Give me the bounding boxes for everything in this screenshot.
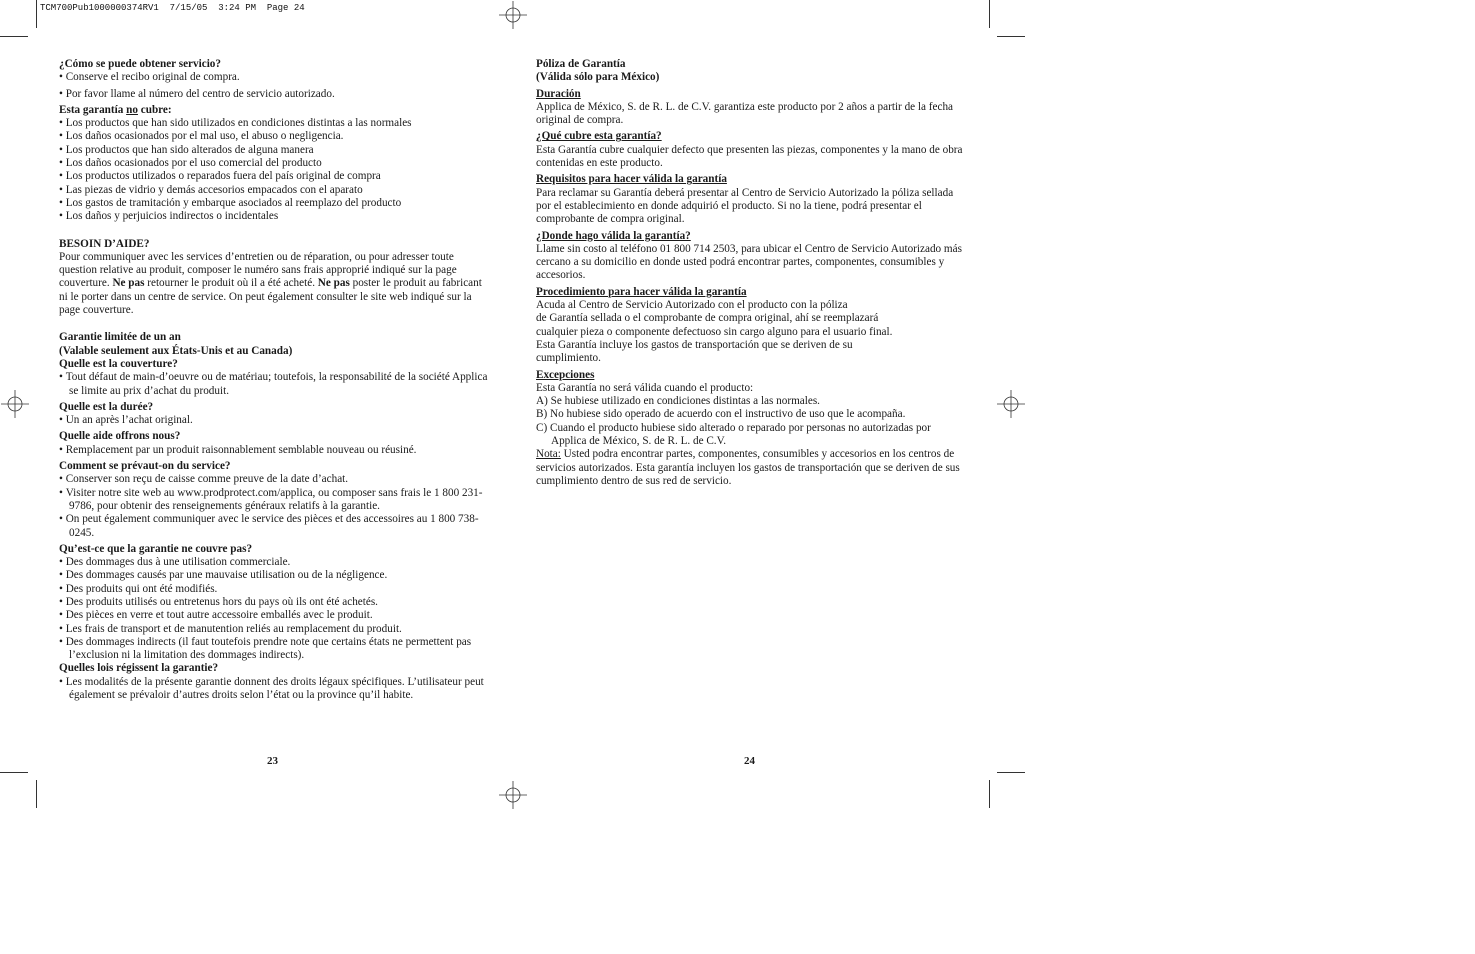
list-item: • Tout défaut de main-d’oeuvre ou de matériau; toutefois, la responsabilité de la société Applica se limite au prix d’achat du produit.	[59, 371, 489, 398]
paragraph-line: de Garantía sellada o el comprobante de compra original, ahí se reemplazará	[536, 312, 879, 325]
crop-mark	[0, 36, 28, 37]
list-item: • On peut également communiquer avec le service des pièces et des accessoires au 1 800 738-0245.	[59, 513, 489, 540]
list-item: • Los daños ocasionados por el uso comercial del producto	[59, 157, 489, 170]
note-paragraph: Nota: Usted podra encontrar partes, componentes, consumibles y accesorios en los centros de servicios autorizados. Esta garantía incluyen los gastos de transportación que se deriven de sus cumplimiento dentro de sus red de servicio.	[536, 448, 960, 487]
registration-mark-icon	[499, 781, 527, 809]
list-item: • Conserver son reçu de caisse comme preuve de la date d’achat.	[59, 473, 489, 486]
paragraph: Applica de México, S. de R. L. de C.V. garantiza este producto por 2 años a partir de la fecha original de compra.	[536, 100, 954, 127]
section-heading: ¿Donde hago válida la garantía?	[536, 229, 691, 242]
paragraph: Esta Garantía no será válida cuando el producto:	[536, 381, 754, 394]
list-item: B) No hubiese sido operado de acuerdo con el instructivo de uso que le acompaña.	[536, 408, 906, 421]
paragraph-line: cumplimiento.	[536, 352, 601, 365]
registration-mark-icon	[997, 390, 1025, 418]
page-number: 24	[744, 755, 755, 767]
question-heading: Qu’est-ce que la garantie ne couvre pas?	[59, 542, 253, 555]
list-item: • Des pièces en verre et tout autre accessoire emballés avec le produit.	[59, 609, 489, 622]
paragraph: Esta Garantía cubre cualquier defecto que presenten las piezas, componentes y la mano de obra contenidas en este producto.	[536, 143, 963, 170]
list-item: • Des dommages dus à une utilisation commerciale.	[59, 556, 489, 569]
section-heading: Requisitos para hacer válida la garantía	[536, 173, 727, 186]
list-item: • Los productos que han sido utilizados en condiciones distintas a las normales	[59, 117, 489, 130]
registration-mark-icon	[1, 390, 29, 418]
section-heading: Excepciones	[536, 368, 595, 381]
slug-line: TCM700Pub1000000374RV1 7/15/05 3:24 PM Page 24	[40, 3, 305, 13]
list-item: • Los daños ocasionados por el mal uso, el abuso o negligencia.	[59, 130, 489, 143]
section-heading: Esta garantía no cubre:	[59, 103, 172, 116]
page-title: Póliza de Garantía	[536, 58, 626, 70]
list-item: • Les frais de transport et de manutention reliés au remplacement du produit.	[59, 623, 489, 636]
list-item: • Conserve el recibo original de compra.	[59, 71, 489, 84]
paragraph: Para reclamar su Garantía deberá presentar al Centro de Servicio Autorizado la póliza sellada por el establecimiento en donde adquirió el producto. Si no la tiene, podrá presentar el comprobante de compra original.	[536, 186, 954, 226]
section-heading: Duración	[536, 87, 581, 100]
page-subtitle: (Válida sólo para México)	[536, 71, 660, 84]
registration-mark-icon	[499, 1, 527, 29]
section-heading: BESOIN D’AIDE?	[59, 237, 150, 250]
paragraph-line: cualquier pieza o componente defectuoso sin cargo alguno para el usuario final.	[536, 325, 893, 338]
crop-mark	[997, 36, 1025, 37]
crop-mark	[989, 0, 990, 28]
list-item: • Los gastos de tramitación y embarque asociados al reemplazo del producto	[59, 197, 489, 210]
right-page-column	[536, 58, 966, 488]
paragraph: Llame sin costo al teléfono 01 800 714 2503, para ubicar el Centro de Servicio Autorizado más cercano a su domicilio en donde usted podrá encontrar partes, componentes, consumibles y accesorios.	[536, 242, 962, 282]
list-item: C) Cuando el producto hubiese sido alterado o reparado por personas no autorizadas por Applica de México, S. de R. L. de C.V.	[536, 421, 931, 448]
question-heading: Quelle est la durée?	[59, 400, 154, 413]
section-heading: ¿Cómo se puede obtener servicio?	[59, 58, 221, 70]
question-heading: Quelle aide offrons nous?	[59, 430, 181, 443]
section-subheading: (Valable seulement aux États-Unis et au Canada)	[59, 344, 293, 357]
paragraph-line: Esta Garantía incluye los gastos de transportación que se deriven de su	[536, 338, 853, 351]
list-item: • Los productos que han sido alterados de alguna manera	[59, 144, 489, 157]
paragraph-line: Acuda al Centro de Servicio Autorizado con el producto con la póliza	[536, 299, 848, 312]
list-item: • Remplacement par un produit raisonnablement semblable nouveau ou réusiné.	[59, 444, 489, 457]
list-item: A) Se hubiese utilizado en condiciones distintas a las normales.	[536, 395, 820, 408]
section-heading: Procedimiento para hacer válida la garantía	[536, 285, 747, 298]
crop-mark	[36, 780, 37, 808]
crop-mark	[0, 772, 28, 773]
list-item: • Des produits utilisés ou entretenus hors du pays où ils ont été achetés.	[59, 596, 489, 609]
list-item: • Los productos utilizados o reparados fuera del país original de compra	[59, 170, 489, 183]
page-number: 23	[267, 755, 278, 767]
list-item: • Los daños y perjuicios indirectos o incidentales	[59, 210, 489, 223]
question-heading: Comment se prévaut-on du service?	[59, 460, 231, 473]
list-item: • Les modalités de la présente garantie donnent des droits légaux spécifiques. L’utilisateur peut également se prévaloir d’autres droits selon l’état ou la province qu’il habite.	[59, 676, 489, 703]
crop-mark	[997, 772, 1025, 773]
list-item: • Des produits qui ont été modifiés.	[59, 583, 489, 596]
list-item: • Por favor llame al número del centro de servicio autorizado.	[59, 88, 489, 101]
list-item: • Des dommages indirects (il faut toutefois prendre note que certains états ne permettent pas l’exclusion ni la limitation des dommages indirects).	[59, 636, 489, 663]
question-heading: Quelles lois régissent la garantie?	[59, 662, 219, 675]
paragraph: Pour communiquer avec les services d’entretien ou de réparation, ou pour adresser toute question relative au produit, composer le numéro sans frais approprié indiqué sur la page couverture. Ne pas retourner le produit où il a été acheté. Ne pas poster le produit au fabricant ni le porter dans un centre de service. On peut également consulter le site web indiqué sur la page couverture.	[59, 250, 482, 317]
list-item: • Un an après l’achat original.	[59, 414, 489, 427]
section-heading: Garantie limitée de un an	[59, 331, 181, 344]
list-item: • Las piezas de vidrio y demás accesorios empacados con el aparato	[59, 184, 489, 197]
list-item: • Visiter notre site web au www.prodprotect.com/applica, ou composer sans frais le 1 800 231-9786, pour obtenir des renseignements généraux relatifs à la garantie.	[59, 487, 489, 514]
crop-mark	[989, 780, 990, 808]
left-page-column	[59, 58, 489, 702]
list-item: • Des dommages causés par une mauvaise utilisation ou de la négligence.	[59, 569, 489, 582]
section-heading: ¿Qué cubre esta garantía?	[536, 130, 662, 143]
question-heading: Quelle est la couverture?	[59, 357, 178, 370]
crop-mark	[36, 0, 37, 28]
